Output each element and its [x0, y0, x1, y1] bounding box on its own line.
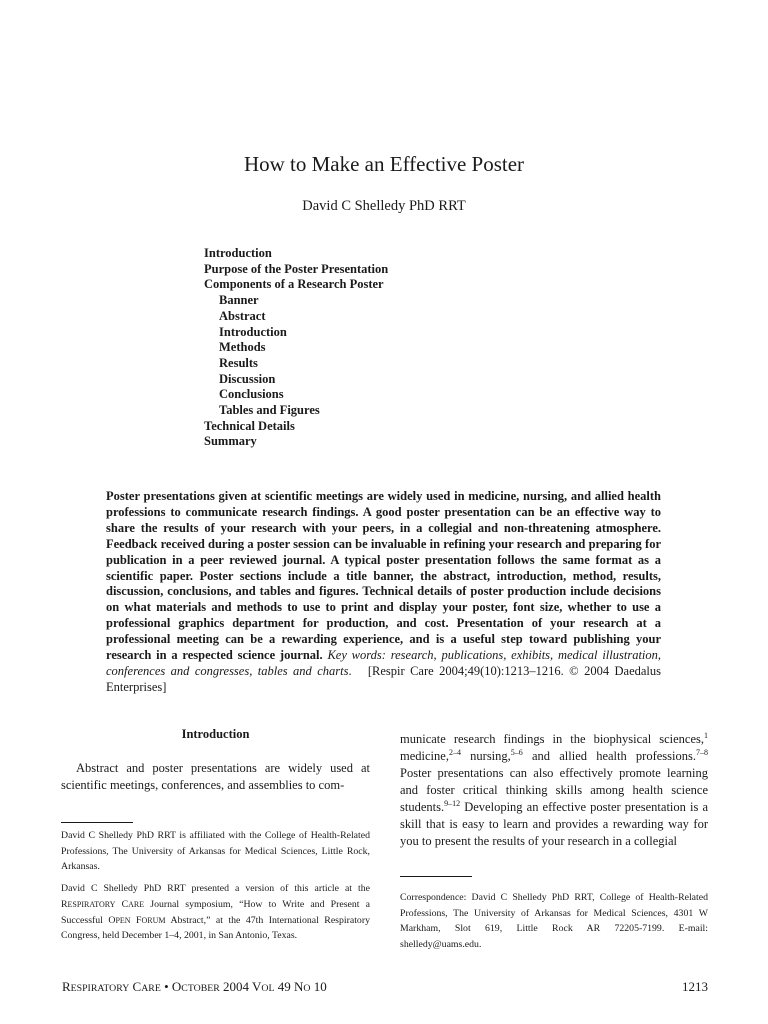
journal-footer: RESPIRATORY CARE • OCTOBER 2004 VOL 49 NO 10 [62, 979, 327, 994]
page-number: 1213 [682, 979, 708, 994]
abstract-keywords: Key words: research, publications, exhibits, medical illustration, conferences and congresses, tables and charts [106, 648, 662, 678]
toc-subitem: Conclusions [219, 387, 284, 402]
toc-subitem: Introduction [219, 324, 287, 339]
toc-subitem: Results [219, 355, 258, 370]
abstract-block: Poster presentations given at scientific meetings are widely used in medicine, nursing, and allied health professions to communicate research findings. A good poster presentation can be an effective way to share the results of your research with your peers, in a collegial and non-threatening atmosphere. Feedback received during a poster session can be invaluable in refining your research and preparing for publication in a peer reviewed journal. A typical poster presentation follows the same format as a scientific paper. Poster sections include a title banner, the abstract, introduction, method, results, discussion, conclusions, and tables and figures. Technical details of poster production include decisions on what materials and methods to use to print and display your poster, font size, whether to use a professional graphics department for production, and cost. Presentation of your research at a professional meeting can be a rewarding experience, and is a useful step toward publishing your research in a respected science journal. Key words: research, publications, exhibits, medical illustration, conferences and congresses, tables and charts. [Respir Care 2004;49(10):1213–1216. © 2004 Daedalus Enterprises] [106, 489, 662, 694]
footnote-affiliation: David C Shelledy PhD RRT is affiliated with the College of Health-Related Professions, The University of Arkansas for Medical Sciences, Little Rock, Arkansas. [61, 830, 370, 873]
toc-item: Summary [204, 434, 257, 449]
introduction-heading: Introduction [181, 727, 250, 741]
footnote-correspondence: Correspondence: David C Shelledy PhD RRT, College of Health-Related Professions, The University of Arkansas for Medical Sciences, 4301 W Markham, Slot 619, Little Rock AR 72205-7199. E-mail: shelledy@uams.edu. [400, 892, 708, 951]
abstract-citation: [Respir Care 2004;49(10):1213–1216. © 2004 Daedalus Enterprises] [106, 663, 662, 694]
toc-subitem: Banner [219, 293, 259, 308]
intro-paragraph-right: municate research findings in the biophysical sciences,$^1$ medicine,$^{2-4}$ nursing,$^{5-6}$ and allied health professions.$^{7-8}$ Poster presentations can also effectively promote learning and foster critical thinking skills among health science students.$^{9-12}$ Developing an effective poster presentation is a skill that is easy to learn and provides a rewarding way for you to present the results of your research in a collegial [400, 730, 709, 848]
toc-subitem: Discussion [219, 371, 276, 386]
abstract-body: Poster presentations given at scientific meetings are widely used in medicine, nursing, and allied health professions to communicate research findings. A good poster presentation can be an effective way to share the results of your research with your peers, in a collegial and non-threatening atmosphere. Feedback received during a poster session can be invaluable in refining your research and preparing for publication in a peer reviewed journal. A typical poster presentation follows the same format as a scientific paper. Poster sections include a title banner, the abstract, introduction, method, results, discussion, conclusions, and tables and figures. Technical details of poster production include decisions on what materials and methods to use to print and display your poster, font size, whether to use a professional graphics department for production, and cost. Presentation of your research at a professional meeting can be a rewarding experience, and is a useful step toward publishing your research in a respected science journal. [106, 489, 661, 663]
correspondence-rule [400, 876, 472, 877]
left-column [61, 727, 370, 944]
footnote-presented: David C Shelledy PhD RRT presented a version of this article at the RESPIRATORY CARE Journal symposium, “How to Write and Present a Successful OPEN FORUM Abstract,” at the 47th International Respiratory Congress, held December 1–4, 2001, in San Antonio, Texas. [61, 883, 370, 942]
table-of-contents [204, 246, 388, 450]
toc-item: Technical Details [204, 418, 295, 433]
author-line: David C Shelledy PhD RRT [302, 198, 466, 214]
footnote-rule [61, 822, 133, 823]
intro-paragraph-left: Abstract and poster presentations are widely used at scientific meetings, conferences, and assemblies to com- [61, 761, 370, 792]
toc-item: Components of a Research Poster [204, 277, 384, 292]
toc-item: Introduction [204, 246, 272, 260]
toc-item: Purpose of the Poster Presentation [204, 261, 389, 276]
right-column [400, 731, 708, 953]
toc-subitem: Methods [219, 340, 266, 355]
toc-subitem: Abstract [219, 308, 266, 323]
article-title: How to Make an Effective Poster [243, 152, 525, 176]
toc-subitem: Tables and Figures [219, 403, 320, 418]
